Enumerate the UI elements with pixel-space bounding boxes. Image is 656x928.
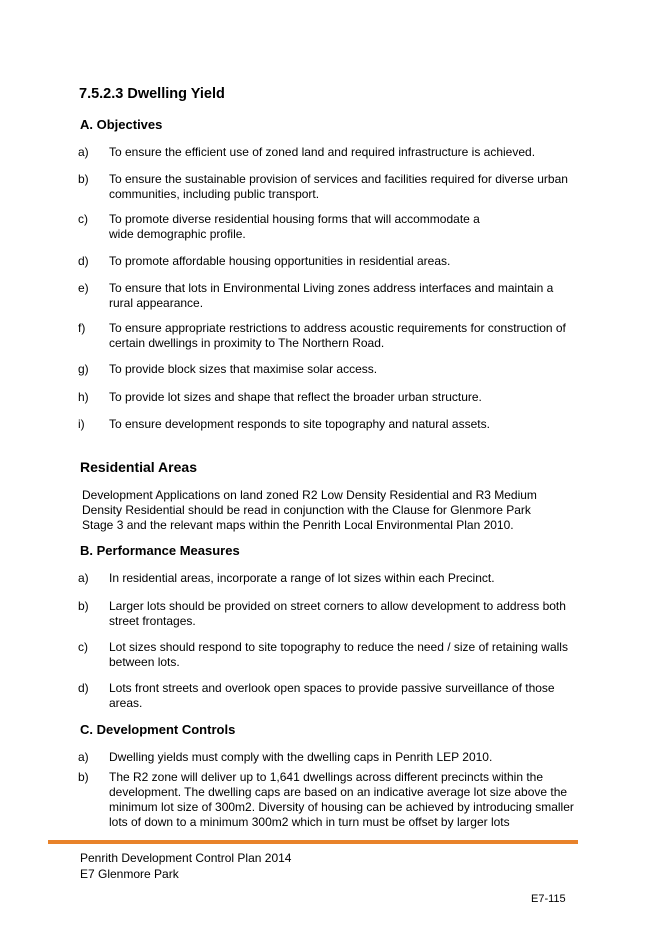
item-text: Lots front streets and overlook open spaces to provide passive surveillance of those areas. [109,681,555,710]
item-label: a) [78,750,89,764]
objective-item-h [78,390,578,405]
item-label: b) [78,172,89,186]
item-text: The R2 zone will deliver up to 1,641 dwellings across different precincts within the development. The dwelling caps are based on an indicative average lot size above the minimum lot size of 300m2. Diversity of housing can be achieved by introducing smaller lots of down to a minimum 300m2 which in turn must be offset by larger lots [109,770,574,829]
item-text: To promote affordable housing opportunities in residential areas. [109,254,451,268]
item-label: d) [78,681,89,695]
objective-item-i [78,417,578,432]
item-text: To ensure appropriate restrictions to address acoustic requirements for construction of certain dwellings in proximity to The Northern Road. [109,321,566,350]
item-label: c) [78,640,88,654]
item-label: e) [78,281,89,295]
residential-heading: Residential Areas [80,459,197,475]
performance-item-c [78,640,578,670]
footer-divider [48,840,578,844]
item-text: To promote diverse residential housing forms that will accommodate a wide demographic profile. [109,212,480,241]
objective-item-c [78,212,578,242]
controls-heading: C. Development Controls [80,722,236,737]
performance-item-d [78,681,578,711]
footer-document-title: Penrith Development Control Plan 2014 [80,851,292,865]
item-text: To ensure the efficient use of zoned land and required infrastructure is achieved. [109,145,536,159]
residential-paragraph: Development Applications on land zoned R2 Low Density Residential and R3 Medium Density Residential should be read in conjunction with the Clause for Glenmore Park Stage 3 and the relevant maps within the Penrith Local Environmental Plan 2010. [82,488,537,532]
objectives-heading: A. Objectives [80,117,163,132]
performance-item-b [78,599,578,629]
footer-section-title: E7 Glenmore Park [80,867,179,881]
item-text: To ensure that lots in Environmental Living zones address interfaces and maintain a rural appearance. [109,281,554,310]
item-text: To ensure the sustainable provision of services and facilities required for diverse urban communities, including public transport. [109,172,568,201]
objective-item-a [78,145,578,160]
item-text: To ensure development responds to site topography and natural assets. [109,417,490,431]
item-text: Dwelling yields must comply with the dwelling caps in Penrith LEP 2010. [109,750,493,764]
item-label: f) [78,321,86,335]
page-number: E7-115 [531,893,566,905]
performance-heading: B. Performance Measures [80,543,240,558]
objective-item-d [78,254,578,269]
item-label: a) [78,145,89,159]
item-label: g) [78,362,89,376]
item-text: To provide lot sizes and shape that reflect the broader urban structure. [109,390,482,404]
item-label: c) [78,212,88,226]
item-text: To provide block sizes that maximise solar access. [109,362,378,376]
page-title: 7.5.2.3 Dwelling Yield [79,86,225,102]
control-item-a [78,750,578,765]
item-label: i) [78,417,85,431]
objective-item-f [78,321,578,351]
item-text: In residential areas, incorporate a range of lot sizes within each Precinct. [109,571,495,585]
item-label: h) [78,390,89,404]
item-label: d) [78,254,89,268]
objective-item-b [78,172,578,202]
objective-item-g [78,362,578,377]
item-label: b) [78,770,89,784]
objective-item-e [78,281,578,311]
performance-item-a [78,571,578,586]
item-label: b) [78,599,89,613]
control-item-b [78,770,578,830]
item-text: Lot sizes should respond to site topography to reduce the need / size of retaining walls between lots. [109,640,568,669]
item-label: a) [78,571,89,585]
item-text: Larger lots should be provided on street corners to allow development to address both street frontages. [109,599,566,628]
